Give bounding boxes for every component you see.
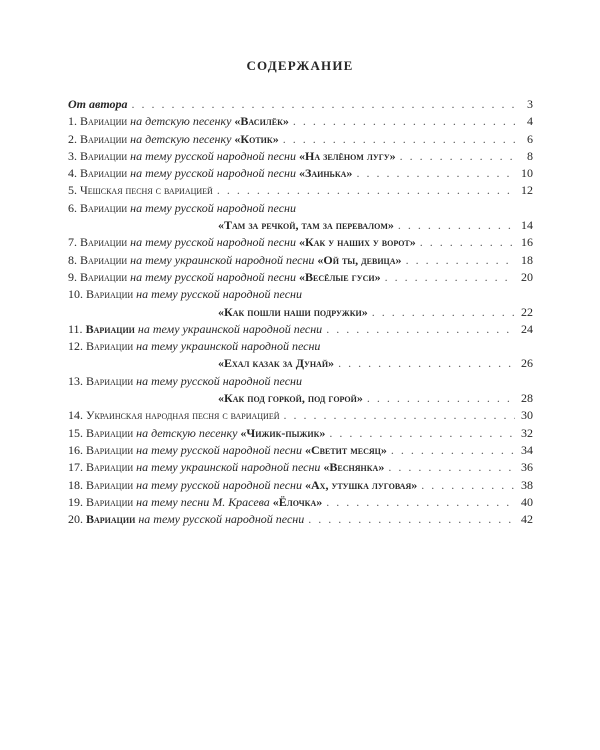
dot-leader (398, 217, 515, 234)
dot-leader (391, 442, 515, 459)
dot-leader (283, 131, 515, 148)
toc-entry-2[interactable] (68, 131, 533, 148)
entry-song: «Как у наших у ворот» (299, 235, 416, 250)
dot-leader (420, 234, 515, 251)
entry-song: «Весёлые гуси» (299, 269, 381, 284)
dot-leader (372, 304, 515, 321)
entry-number: 4. (68, 166, 77, 181)
toc-list (68, 96, 533, 528)
entry-prefix: Вариации (86, 512, 136, 527)
entry-prefix: Вариации (86, 425, 134, 440)
dot-leader (367, 390, 515, 407)
dot-leader (406, 252, 515, 269)
dot-leader (217, 182, 515, 199)
entry-number: 3. (68, 148, 77, 163)
entry-number: 6. (68, 200, 77, 215)
entry-prefix: Вариации (86, 477, 134, 492)
entry-number: 9. (68, 269, 77, 284)
page-number: 26 (521, 356, 533, 371)
entry-song: «Василёк» (234, 114, 289, 129)
entry-prefix: Вариации (85, 321, 135, 336)
page-number: 10 (521, 166, 533, 181)
page-number: 30 (521, 408, 533, 423)
entry-subtitle: на детскую песенку (130, 114, 232, 129)
page-number: 18 (521, 252, 533, 267)
toc-entry-1[interactable] (68, 113, 533, 130)
toc-entry-17[interactable] (68, 459, 533, 476)
entry-subtitle: на тему русской народной песни (136, 477, 302, 492)
page-number: 20 (521, 269, 533, 284)
entry-song: «Ах, утушка луговая» (305, 477, 418, 492)
entry-number: 17. (68, 460, 83, 475)
entry-prefix: Вариации (80, 235, 128, 250)
toc-entry-15[interactable] (68, 425, 533, 442)
page-number: 14 (521, 218, 533, 233)
entry-subtitle: на тему украинской народной песни (130, 252, 315, 267)
entry-song: «Как под горкой, под горой» (218, 391, 363, 406)
page-number: 8 (527, 148, 533, 163)
toc-heading: СОДЕРЖАНИЕ (246, 58, 354, 73)
entry-song: «Заинька» (299, 166, 353, 181)
dot-leader (132, 96, 515, 113)
entry-prefix: Вариации (86, 373, 134, 388)
entry-number: 7. (68, 235, 77, 250)
toc-entry-6[interactable] (68, 200, 533, 217)
entry-prefix: Вариации (80, 148, 128, 163)
entry-song: «Как пошли наши подружки» (218, 304, 368, 319)
entry-title: От автора (68, 97, 128, 111)
entry-subtitle: на тему песни М. Красева (136, 494, 270, 509)
entry-number: 10. (68, 287, 83, 302)
entry-number: 13. (68, 373, 83, 388)
entry-subtitle: на детскую песенку (130, 131, 232, 146)
entry-number: 12. (68, 339, 83, 354)
toc-entry-3[interactable] (68, 148, 533, 165)
entry-subtitle: на тему русской народной песни (136, 287, 302, 302)
toc-entry-4[interactable] (68, 165, 533, 182)
entry-subtitle: на детскую песенку (136, 425, 238, 440)
entry-subtitle: на тему русской народной песни (130, 200, 296, 215)
dot-leader (283, 407, 515, 424)
toc-entry-20[interactable] (68, 511, 533, 528)
dot-leader (421, 477, 515, 494)
toc-entry-14[interactable] (68, 407, 533, 424)
toc-entry-10-continued[interactable] (68, 304, 533, 321)
toc-entry-author[interactable] (68, 96, 533, 113)
entry-prefix: Вариации (86, 339, 134, 354)
entry-prefix: Вариации (80, 200, 128, 215)
page-number: 24 (521, 321, 533, 336)
toc-entry-10[interactable] (68, 286, 533, 303)
page-number: 38 (521, 477, 533, 492)
toc-entry-8[interactable] (68, 252, 533, 269)
entry-prefix: Вариации (80, 269, 128, 284)
toc-entry-11[interactable] (68, 321, 533, 338)
entry-subtitle: на тему украинской народной песни (137, 321, 323, 336)
entry-song: «Там за речкой, там за перевалом» (218, 218, 394, 233)
entry-prefix: Вариации (86, 494, 134, 509)
entry-prefix: Вариации (80, 114, 128, 129)
dot-leader (388, 459, 515, 476)
toc-entry-12-continued[interactable] (68, 355, 533, 372)
entry-subtitle: на тему украинской народной песни (136, 460, 321, 475)
page-number: 12 (521, 183, 533, 198)
toc-entry-16[interactable] (68, 442, 533, 459)
entry-song: «Котик» (234, 131, 279, 146)
page-number: 36 (521, 460, 533, 475)
entry-subtitle: на тему русской народной песни (136, 373, 302, 388)
entry-number: 16. (68, 442, 83, 457)
toc-entry-13[interactable] (68, 373, 533, 390)
dot-leader (329, 425, 515, 442)
dot-leader (400, 148, 515, 165)
page-number: 22 (521, 304, 533, 319)
toc-entry-6-continued[interactable] (68, 217, 533, 234)
page-number: 4 (527, 114, 533, 129)
entry-prefix: Вариации (86, 287, 134, 302)
entry-number: 8. (68, 252, 77, 267)
entry-subtitle: на тему русской народной песни (136, 442, 302, 457)
toc-entry-5[interactable] (68, 182, 533, 199)
page-number: 32 (521, 425, 533, 440)
entry-number: 20. (68, 512, 83, 527)
dot-leader (338, 355, 515, 372)
entry-subtitle: на тему русской народной песни (130, 166, 296, 181)
page-number: 6 (527, 131, 533, 146)
dot-leader (308, 511, 515, 528)
entry-number: 18. (68, 477, 83, 492)
entry-prefix: Вариации (80, 131, 128, 146)
page-number: 40 (521, 494, 533, 509)
entry-subtitle: на тему русской народной песни (130, 235, 296, 250)
entry-number: 15. (68, 425, 83, 440)
toc-entry-13-continued[interactable] (68, 390, 533, 407)
toc-entry-19[interactable] (68, 494, 533, 511)
toc-entry-12[interactable] (68, 338, 533, 355)
entry-number: 11. (68, 321, 83, 336)
entry-prefix: Вариации (80, 166, 128, 181)
entry-prefix: Вариации (86, 442, 134, 457)
entry-number: 19. (68, 494, 83, 509)
entry-prefix: Вариации (80, 252, 128, 267)
entry-number: 2. (68, 131, 77, 146)
dot-leader (356, 165, 515, 182)
entry-prefix: Украинская народная песня с вариацией (86, 408, 280, 423)
toc-entry-7[interactable] (68, 234, 533, 251)
entry-subtitle: на тему русской народной песни (130, 269, 296, 284)
entry-prefix: Чешская песня с вариацией (80, 183, 213, 198)
page-number: 16 (521, 235, 533, 250)
entry-song: «Светит месяц» (305, 442, 387, 457)
page-number: 28 (521, 391, 533, 406)
entry-song: «Ехал казак за Дунай» (218, 356, 335, 371)
entry-song: «Веснянка» (323, 460, 385, 475)
entry-song: «Ой ты, девица» (317, 252, 402, 267)
page-number: 3 (527, 97, 533, 111)
dot-leader (385, 269, 515, 286)
toc-entry-18[interactable] (68, 477, 533, 494)
page-number: 42 (521, 512, 533, 527)
entry-prefix: Вариации (86, 460, 134, 475)
entry-subtitle: на тему русской народной песни (138, 512, 305, 527)
entry-number: 14. (68, 408, 83, 423)
entry-song: «Чижик-пыжик» (240, 425, 326, 440)
entry-song: «Ёлочка» (272, 494, 323, 509)
entry-subtitle: на тему русской народной песни (130, 148, 296, 163)
dot-leader (326, 321, 515, 338)
entry-number: 5. (68, 183, 77, 198)
page-number: 34 (521, 442, 533, 457)
dot-leader (326, 494, 515, 511)
entry-song: «На зелёном лугу» (299, 148, 396, 163)
dot-leader (293, 113, 515, 130)
entry-number: 1. (68, 114, 77, 129)
toc-entry-9[interactable] (68, 269, 533, 286)
entry-subtitle: на тему украинской народной песни (136, 339, 321, 354)
